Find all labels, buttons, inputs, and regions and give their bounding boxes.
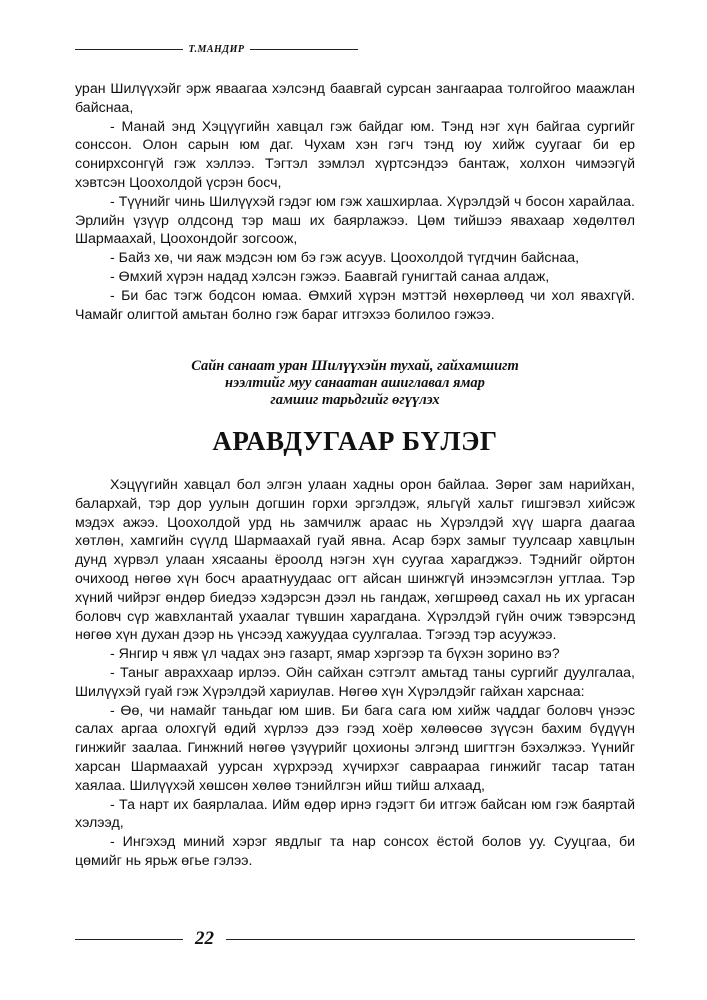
paragraph: - Таныг авраххаар ирлээ. Ойн сайхан сэтгэлт амьтад таны сургийг дуулгалаа, Шилүүхэй гуай гэж Хүрэлдэй хариулав. Нөгөө хүн Хүрэлдэйг гайхан харснаа:	[75, 664, 635, 700]
page-footer	[75, 928, 635, 950]
chapter-title: АРАВДУГААР БҮЛЭГ	[212, 426, 498, 456]
top-text-block	[75, 80, 635, 324]
running-title: Т.МАНДИР	[188, 44, 245, 55]
paragraph: - Өө, чи намайг таньдаг юм шив. Би бага сага юм хийж чаддаг боловч үнээс салах аргаа олохгүй өдий хүрлээ дээ гээд хоёр хөлөөсөө зүүсэн бахим бүдүүн гинжийг заалаа. Гинжний нөгөө үзүүрийг цохионы элгэнд шигтгэн бэхэлжээ. Үүнийг харсан Шармаахай уурсан хүрхрээд хүчирхэг савраараа гинжийг тасар татан хаялаа. Шилүүхэй хөшсөн хөлөө тэнийлгэн ийш тийш алхаад,	[75, 702, 635, 794]
footer-rule-right	[226, 939, 635, 940]
paragraph: уран Шилүүхэйг эрж яваагаа хэлсэнд баавгай сурсан зангаараа толгойгоо маажлан байснаа,	[75, 81, 635, 116]
paragraph: Хэцүүгийн хавцал бол элгэн улаан хадны орон байлаа. Зөрөг зам нарийхан, балархай, тэр дор уулын догшин горхи эргэлдэж, яльгүй хальт гишгэвэл хийсэж мэдэх ажээ. Цоохолдой урд нь замчилж араас нь Хүрэлдэй хүү шарга даагаа хөтлөн, хамгийн сүүлд Шармаахай гуай явна. Асар бэрх замыг туулсаар хавцлын дунд хүрвэл улаан хясааны ёроолд нэгэн хүн суугаа харагджээ. Тэднийг ойртон очихоод нөгөө хүн босч араатнуудаас огт айсан шинжгүй инээмсэглэн угтлаа. Тэр хүний чийрэг өндөр биедээ хэдэрсэн дээл нь гандаж, хөгшрөөд сахал нь их ургасан боловч сүр жавхлантай ухаалаг түвшин харагдана. Хүрэлдэй гүйн очиж тэвэрсэнд нөгөө хүн духан дээр нь үнсээд хажуудаа суулгалаа. Тэгээд тэр асуужээ.	[75, 477, 635, 644]
footer-rule-left	[75, 939, 183, 940]
epigraph-line: гамшиг тарьдгийг өгүүлэх	[270, 392, 440, 408]
chapter-epigraph	[75, 358, 635, 409]
header-rule-left	[75, 49, 183, 50]
paragraph: - Байз хө, чи яаж мэдсэн юм бэ гэж асуув. Цоохолдой түгдчин байснаа,	[110, 250, 580, 267]
paragraph: - Түүнийг чинь Шилүүхэй гэдэг юм гэж хашхирлаа. Хүрэлдэй ч босон харайлаа. Эрлийн үзүүр олдсонд тэр маш их баярлажээ. Цөм тийшээ явахаар хөдөлтөл Шармаахай, Цоохондойг зогсоож,	[75, 193, 635, 248]
page-number: 22	[195, 928, 214, 949]
paragraph: - Ингэхэд миний хэрэг явдлыг та нар сонсох ёстой болов уу. Сууцгаа, би цөмийг нь ярьж өгье гэлээ.	[75, 834, 635, 869]
paragraph: - Та нарт их баярлалаа. Ийм өдөр ирнэ гэдэгт би итгэж байсан юм гэж баяртай хэлээд,	[75, 796, 635, 832]
main-text-block	[75, 476, 635, 871]
paragraph: - Янгир ч явж үл чадах энэ газарт, ямар хэргээр та бүхэн зорино вэ?	[110, 646, 560, 663]
running-header	[75, 44, 358, 55]
paragraph: - Манай энд Хэцүүгийн хавцал гэж байдаг юм. Тэнд нэг хүн байгаа сургийг сонссон. Олон сарын юм даг. Чухам хэн гэгч тэнд юу хийж суугааг би ер сонирхсонгүй гэж хэллээ. Тэгтэл зэмлэл хүртсэндээ бантаж, холхон чимээгүй хэвтсэн Цоохолдой үсрэн босч,	[75, 118, 635, 191]
epigraph-line: Сайн санаат уран Шилүүхэйн тухай, гайхамшигт	[191, 358, 519, 374]
epigraph-line: нээлтийг муу санаатан ашиглавал ямар	[225, 375, 485, 391]
paragraph: - Би бас тэгж бодсон юмаа. Өмхий хүрэн мэттэй нөхөрлөөд чи хол явахгүй. Чамайг олигтой амьтан болно гэж бараг итгэхээ болилоо гэжээ.	[75, 287, 635, 323]
paragraph: - Өмхий хүрэн надад хэлсэн гэжээ. Баавгай гунигтай санаа алдаж,	[110, 268, 550, 285]
header-rule-right	[250, 49, 358, 50]
